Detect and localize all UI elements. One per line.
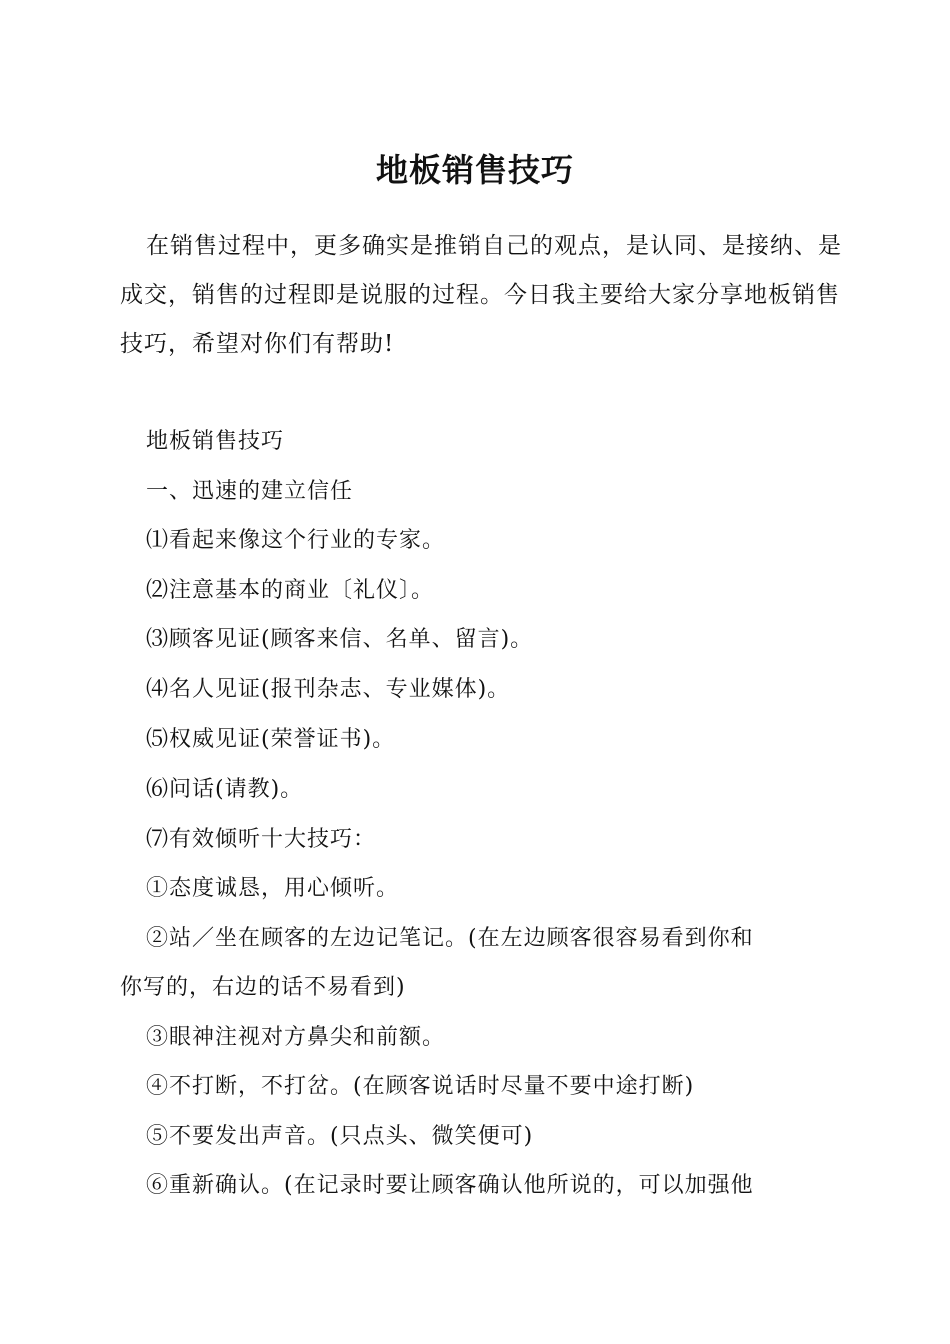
sub-list-item: ⑤不要发出声音。(只点头、微笑便可): [146, 1124, 534, 1149]
list-item: ⑹问话(请教)。: [146, 777, 304, 802]
list-item: ⑺有效倾听十大技巧：: [146, 827, 377, 852]
list-item: ⑸权威见证(荣誉证书)。: [146, 727, 396, 752]
subsection-heading: 一、迅速的建立信任: [146, 479, 354, 504]
sub-list-item: ④不打断，不打岔。(在顾客说话时尽量不要中途打断): [146, 1074, 695, 1099]
sub-list-item: ⑥重新确认。(在记录时要让顾客确认他所说的，可以加强他: [146, 1173, 754, 1198]
sub-list-item: ③眼神注视对方鼻尖和前额。: [146, 1025, 446, 1050]
sub-list-item: ②站／坐在顾客的左边记笔记。(在左边顾客很容易看到你和: [146, 926, 754, 951]
sub-list-item: ①态度诚恳，用心倾听。: [146, 876, 400, 901]
section-heading: 地板销售技巧: [146, 429, 285, 454]
list-item: ⑴看起来像这个行业的专家。: [146, 528, 446, 553]
list-item: ⑷名人见证(报刊杂志、专业媒体)。: [146, 677, 511, 702]
page-title: 地板销售技巧: [375, 151, 574, 189]
sub-list-item-continuation: 你写的，右边的话不易看到): [120, 975, 406, 1000]
intro-paragraph: [120, 222, 850, 369]
list-item: ⑵注意基本的商业〔礼仪〕。: [146, 578, 435, 603]
intro-text: 在销售过程中，更多确实是推销自己的观点，是认同、是接纳、是成交，销售的过程即是说服的过程。今日我主要给大家分享地板销售技巧，希望对你们有帮助!: [120, 233, 842, 357]
list-item: ⑶顾客见证(顾客来信、名单、留言)。: [146, 627, 534, 652]
